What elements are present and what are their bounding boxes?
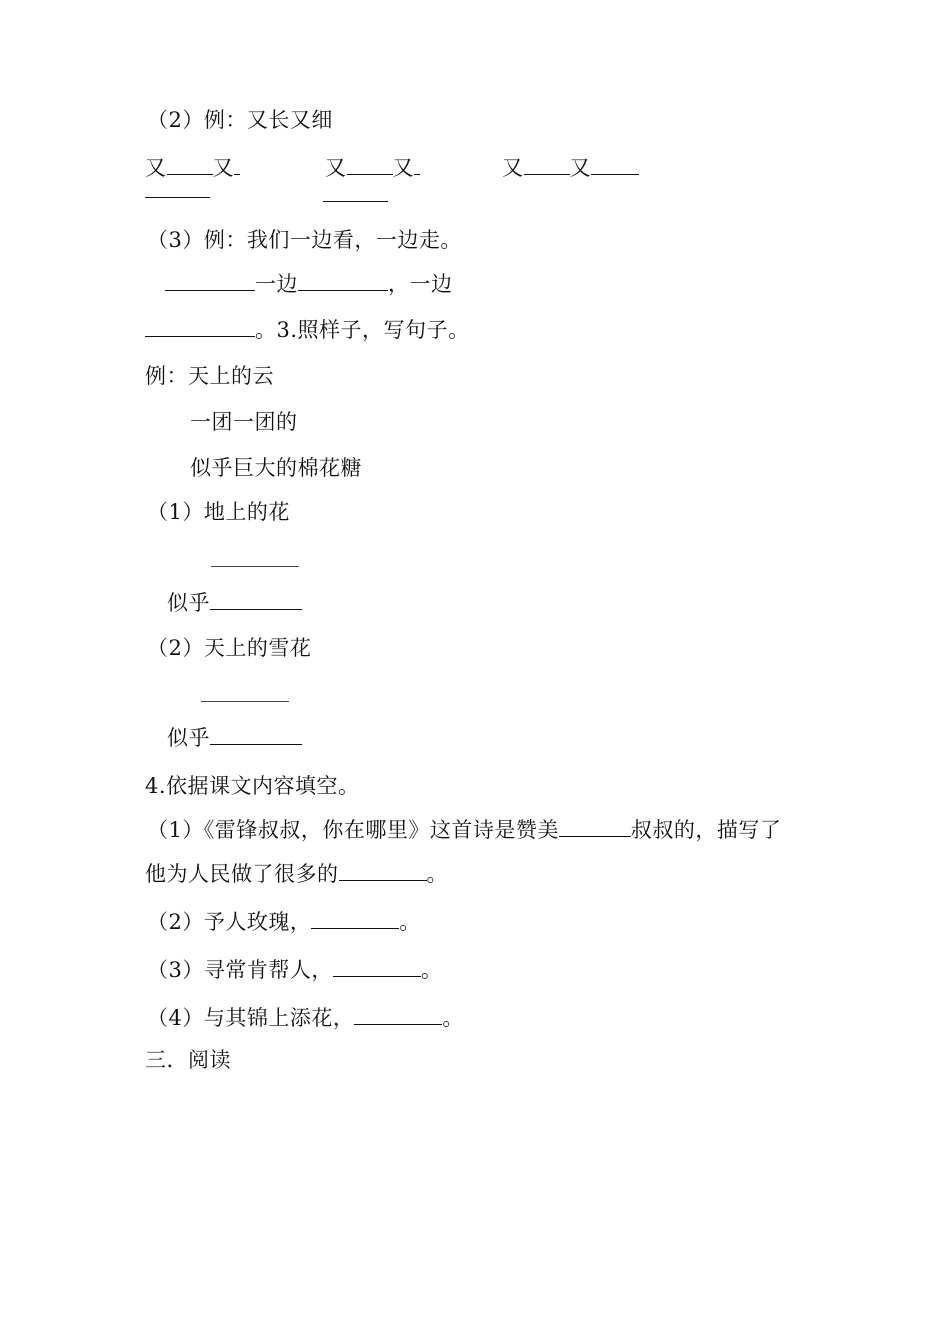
- item-1-sihu-row: [167, 589, 302, 617]
- s4-q2: [147, 908, 421, 936]
- fill-blank[interactable]: [210, 589, 302, 610]
- section-5-title: 三．阅读: [145, 1048, 231, 1072]
- s4-q1-text-b: 叔叔的，描写了: [630, 818, 782, 842]
- fill-blank[interactable]: [167, 154, 213, 175]
- fill-blank[interactable]: [211, 566, 299, 567]
- fill-blank-continued[interactable]: [323, 201, 388, 202]
- fill-blank-continued[interactable]: [145, 197, 210, 198]
- s4-q3: [147, 956, 442, 984]
- fill-blank[interactable]: [311, 908, 399, 929]
- fill-blank[interactable]: [414, 154, 420, 175]
- you-blank-group-3: [502, 154, 639, 182]
- item-2-title: （2）天上的雪花: [147, 636, 312, 660]
- section-4-title: 4.依据课文内容填空。: [145, 774, 360, 798]
- item-1-title: （1）地上的花: [147, 500, 290, 524]
- you-label: 又: [569, 156, 591, 180]
- item-2-sihu-row: [167, 724, 302, 752]
- fill-blank[interactable]: [298, 270, 388, 291]
- fill-blank[interactable]: [234, 154, 240, 175]
- you-blank-group-1: [145, 154, 240, 182]
- s4-q4: [147, 1004, 464, 1032]
- section-3-row: [145, 316, 470, 344]
- period: 。: [442, 1006, 464, 1030]
- you-label: 又: [212, 156, 234, 180]
- fill-blank[interactable]: [591, 154, 639, 175]
- you-label: 又: [145, 156, 167, 180]
- you-label: 又: [392, 156, 414, 180]
- s4-q1-text-c: 他为人民做了很多的: [145, 862, 339, 886]
- example-line-2: 一团一团的: [190, 410, 298, 434]
- example-label: 例：天上的云: [145, 364, 274, 388]
- fill-blank[interactable]: [559, 816, 631, 837]
- you-label: 又: [325, 156, 347, 180]
- fill-blank[interactable]: [347, 154, 393, 175]
- yibian-label-2: ，一边: [388, 272, 453, 296]
- q2-example: （2）例：又长又细: [147, 108, 333, 132]
- you-blank-group-2: [325, 154, 420, 182]
- example-line-3: 似乎巨大的棉花糖: [190, 456, 362, 480]
- s4-q1-line2: [145, 860, 448, 888]
- s4-q1-text-a: （1）《雷锋叔叔，你在哪里》这首诗是赞美: [147, 818, 559, 842]
- fill-blank[interactable]: [339, 860, 427, 881]
- fill-blank[interactable]: [201, 701, 289, 702]
- period: 。: [426, 862, 448, 886]
- fill-blank[interactable]: [165, 270, 255, 291]
- fill-blank[interactable]: [354, 1004, 442, 1025]
- yibian-label: 一边: [255, 272, 298, 296]
- fill-blank[interactable]: [210, 724, 302, 745]
- yibian-row: [165, 270, 453, 298]
- section-3-title: 。3.照样子，写句子。: [255, 318, 470, 342]
- fill-blank[interactable]: [524, 154, 570, 175]
- s4-q1-line1: [147, 816, 781, 844]
- sihu-label: 似乎: [167, 591, 210, 615]
- s4-q2-text: （2）予人玫瑰，: [147, 910, 312, 934]
- q3-example: （3）例：我们一边看，一边走。: [147, 228, 462, 252]
- fill-blank[interactable]: [145, 316, 255, 337]
- you-label: 又: [502, 156, 524, 180]
- period: 。: [420, 958, 443, 982]
- sihu-label: 似乎: [167, 726, 210, 750]
- fill-blank[interactable]: [333, 956, 421, 977]
- s4-q4-text: （4）与其锦上添花，: [147, 1006, 355, 1030]
- s4-q3-text: （3）寻常肯帮人，: [147, 958, 333, 982]
- period: 。: [399, 910, 421, 934]
